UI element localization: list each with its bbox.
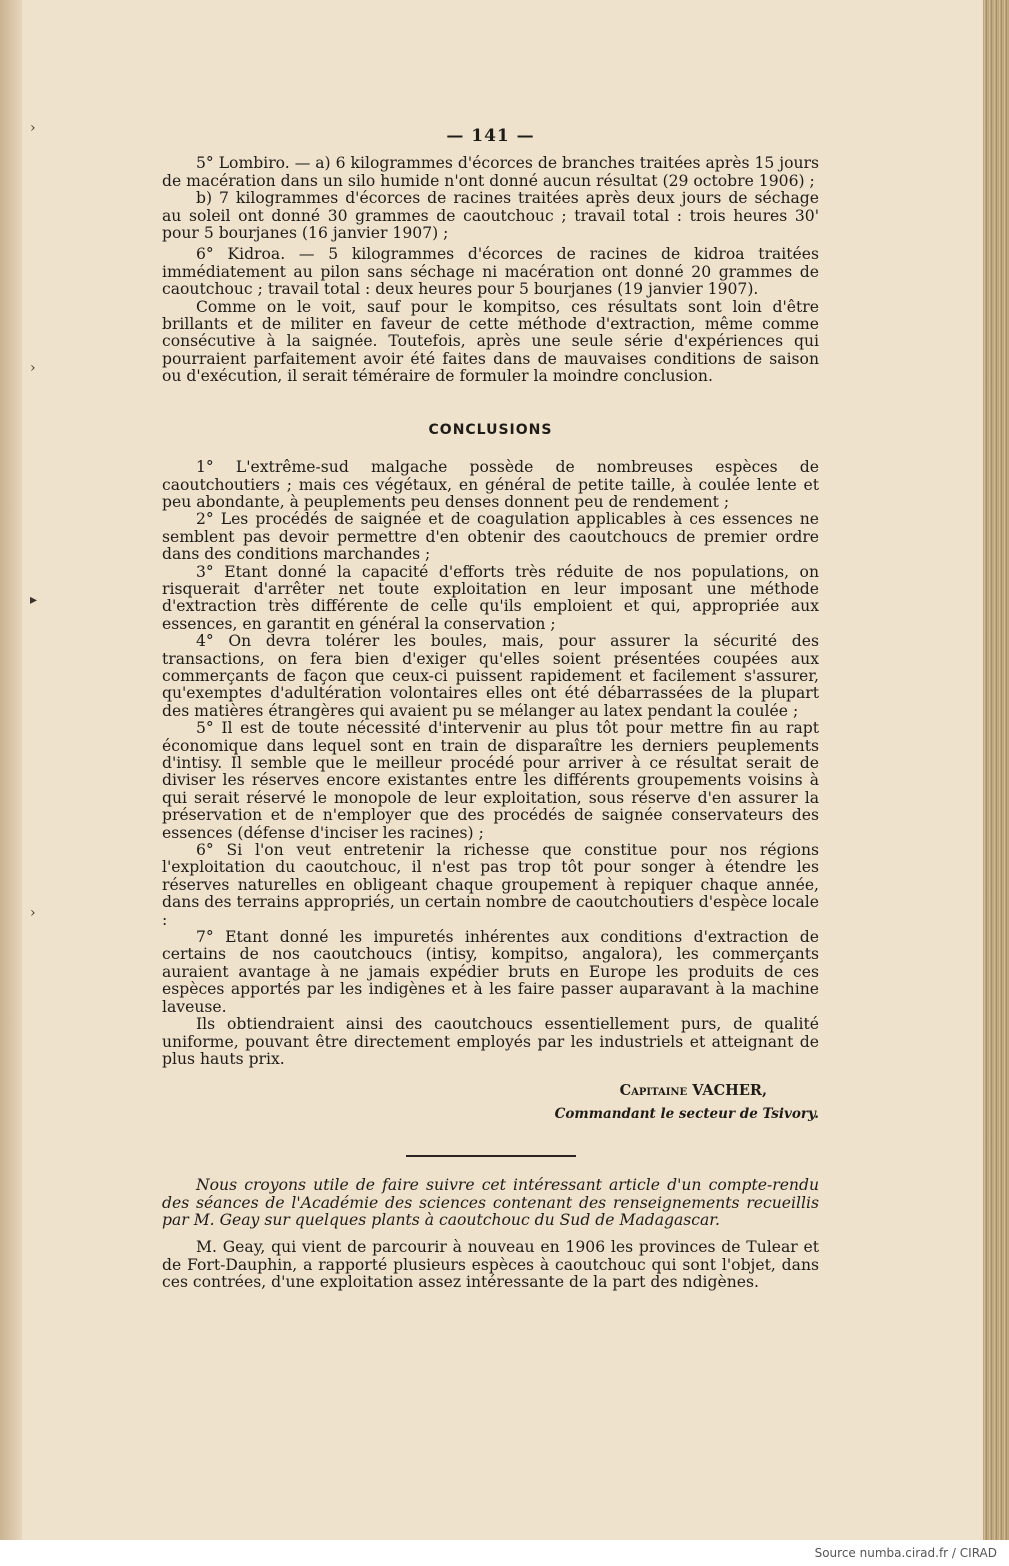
page-number: — 141 — (446, 126, 535, 146)
section-heading: CONCLUSIONS (428, 421, 553, 438)
author-role: Commandant le secteur de Tsivory. (554, 1105, 819, 1122)
conclusion-item: 2° Les procédés de saignée et de coagulation applicables à ces essences ne semblent pas devoir permettre d'en obtenir des caoutchoucs de premier ordre dans des conditions marchandes ; (162, 510, 819, 564)
conclusions-list (162, 459, 819, 1068)
paragraph: b) 7 kilogrammes d'écorces de racines traitées après deux jours de séchage au soleil ont donné 30 grammes de caoutchouc ; travail total : trois heures 30' pour 5 bourjanes (16 janvier 1907) ; (162, 189, 819, 243)
signature-block (162, 1082, 819, 1123)
binding-gutter (0, 0, 22, 1540)
author-name: Capitaine VACHER, (619, 1082, 767, 1100)
conclusion-item: 1° L'extrême-sud malgache possède de nombreuses espèces de caoutchoutiers ; mais ces végétaux, en général de petite taille, à coulée lente et peu abondante, à peuplements peu denses donnent peu de rendement ; (162, 458, 819, 511)
conclusion-item: Ils obtiendraient ainsi des caoutchoucs essentiellement purs, de qualité uniforme, pouvant être directement employés par les industriels et atteignant de plus hauts prix. (162, 1015, 819, 1068)
page-edges (983, 0, 1009, 1540)
divider-rule (406, 1155, 576, 1157)
paragraph: 5° Lombiro. — a) 6 kilogrammes d'écorces de branches traitées après 15 jours de macération dans un silo humide n'ont donné aucun résultat (29 octobre 1906) ; (162, 154, 819, 190)
conclusion-item: 3° Etant donné la capacité d'efforts très réduite de nos populations, on risquerait d'arrêter net toute exploitation en leur imposant une méthode d'extraction très différente de celle qu'ils emploient et qui, appropriée aux essences, en garantit en général la conservation ; (162, 562, 819, 633)
conclusion-item: 6° Si l'on veut entretenir la richesse que constitue pour nos régions l'exploitation du caoutchouc, il n'est pas trop tôt pour songer à étendre les réserves naturelles en obligeant chaque groupement à repiquer chaque année, dans des terrains appropriés, un certain nombre de caoutchoutiers d'espèce locale : (162, 841, 819, 929)
margin-mark: › (30, 120, 36, 136)
conclusion-item: 4° On devra tolérer les boules, mais, pour assurer la sécurité des transactions, on fera bien d'exiger qu'elles soient présentées coupées aux commerçants de façon que ceux-ci puissent rapidement et facilement s'assurer, qu'exemptes d'adultération volontaires elles ont été débarrassées de la plupart des matières étrangères qui avaient pu se mélanger au latex pendant la coulée ; (162, 632, 819, 720)
paragraph: 6° Kidroa. — 5 kilogrammes d'écorces de racines de kidroa traitées immédiatement au pilon sans séchage ni macération ont donné 20 grammes de caoutchouc ; travail total : deux heures pour 5 bourjanes (19 janvier 1907). (162, 245, 819, 299)
margin-mark: › (30, 905, 36, 921)
conclusion-item: 7° Etant donné les impuretés inhérentes aux conditions d'extraction de certains de nos caoutchoucs (intisy, kompitso, angalora), les commerçants auraient avantage à ne jamais expédier bruts en Europe les produits de ces espèces apportés par les indigènes et à les faire passer auparavant à la machine laveuse. (162, 928, 819, 1016)
editorial-note (162, 1177, 819, 1229)
margin-mark: ▸ (30, 592, 38, 608)
conclusion-item: 5° Il est de toute nécessité d'intervenir au plus tôt pour mettre fin au rapt économique dans lequel sont en train de disparaître les derniers peuplements d'intisy. Il semble que le meilleur procédé pour arriver à ce résultat serait de diviser les réserves encore existantes entre les différents groupements voisins à qui serait réservé le monopole de leur exploitation, sous réserve d'en assurer la préservation et de n'employer que des procédés de saignée conservateurs des essences (défense d'inciser les racines) ; (162, 719, 819, 842)
source-credit: Source numba.cirad.fr / CIRAD (814, 1546, 997, 1560)
margin-mark: › (30, 360, 36, 376)
closing-paragraph: M. Geay, qui vient de parcourir à nouveau en 1906 les provinces de Tulear et de Fort-Dauphin, a rapporté plusieurs espèces à caoutchouc qui sont l'objet, dans ces contrées, d'une exploitation assez intéressante de la part des ndigènes. (162, 1238, 819, 1292)
paragraph: Comme on le voit, sauf pour le kompitso, ces résultats sont loin d'être brillants et de militer en faveur de cette méthode d'extraction, même comme consécutive à la saignée. Toutefois, après une seule série d'expériences qui pourraient parfaitement avoir été faites dans de mauvaises conditions de saison ou d'exécution, il serait téméraire de formuler la moindre conclusion. (162, 297, 819, 386)
page-text (162, 128, 819, 1292)
editorial-paragraph: Nous croyons utile de faire suivre cet intéressant article d'un compte-rendu des séances de l'Académie des sciences contenant des renseignements recueillis par M. Geay sur quelques plants à caoutchouc du Sud de Madagascar. (162, 1176, 819, 1229)
intro-section (162, 155, 819, 385)
